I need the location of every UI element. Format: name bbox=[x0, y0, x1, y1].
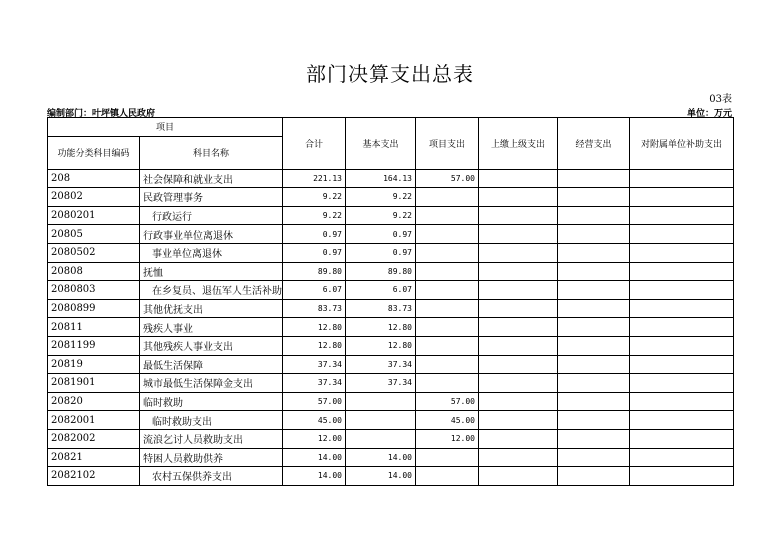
row-code: 20802 bbox=[48, 188, 140, 207]
header-total: 合计 bbox=[283, 118, 346, 170]
table-row bbox=[48, 206, 734, 225]
row-upper bbox=[479, 169, 558, 188]
row-basic: 12.80 bbox=[346, 318, 416, 337]
row-code: 20819 bbox=[48, 355, 140, 374]
row-code: 208 bbox=[48, 169, 140, 188]
row-upper bbox=[479, 206, 558, 225]
row-project bbox=[416, 243, 479, 262]
row-basic: 9.22 bbox=[346, 206, 416, 225]
table-row bbox=[48, 429, 734, 448]
row-subsidy bbox=[630, 188, 734, 207]
table-row bbox=[48, 318, 734, 337]
row-total: 37.34 bbox=[283, 355, 346, 374]
row-name: 特困人员救助供养 bbox=[140, 448, 283, 467]
header-code: 功能分类科目编码 bbox=[48, 136, 140, 169]
row-basic: 37.34 bbox=[346, 355, 416, 374]
row-operating bbox=[558, 336, 630, 355]
row-upper bbox=[479, 281, 558, 300]
table-row bbox=[48, 169, 734, 188]
row-operating bbox=[558, 355, 630, 374]
page-title: 部门决算支出总表 bbox=[306, 62, 474, 86]
row-basic bbox=[346, 429, 416, 448]
row-code: 2081199 bbox=[48, 336, 140, 355]
row-total: 45.00 bbox=[283, 411, 346, 430]
row-code: 20805 bbox=[48, 225, 140, 244]
row-name: 民政管理事务 bbox=[140, 188, 283, 207]
row-operating bbox=[558, 169, 630, 188]
row-total: 9.22 bbox=[283, 188, 346, 207]
row-project bbox=[416, 318, 479, 337]
row-total: 14.00 bbox=[283, 448, 346, 467]
row-basic bbox=[346, 392, 416, 411]
table-row bbox=[48, 299, 734, 318]
row-name: 临时救助支出 bbox=[140, 411, 283, 430]
row-total: 83.73 bbox=[283, 299, 346, 318]
row-upper bbox=[479, 318, 558, 337]
row-code: 2082102 bbox=[48, 467, 140, 486]
row-code: 20820 bbox=[48, 392, 140, 411]
row-basic: 0.97 bbox=[346, 243, 416, 262]
table-row bbox=[48, 188, 734, 207]
header-basic: 基本支出 bbox=[346, 118, 416, 170]
row-basic: 9.22 bbox=[346, 188, 416, 207]
row-basic: 83.73 bbox=[346, 299, 416, 318]
row-name: 临时救助 bbox=[140, 392, 283, 411]
row-code: 2080803 bbox=[48, 281, 140, 300]
row-code: 2080502 bbox=[48, 243, 140, 262]
row-subsidy bbox=[630, 374, 734, 393]
row-upper bbox=[479, 429, 558, 448]
row-project bbox=[416, 281, 479, 300]
row-name: 行政事业单位离退休 bbox=[140, 225, 283, 244]
row-operating bbox=[558, 206, 630, 225]
row-total: 9.22 bbox=[283, 206, 346, 225]
table-row bbox=[48, 336, 734, 355]
row-upper bbox=[479, 299, 558, 318]
row-total: 89.80 bbox=[283, 262, 346, 281]
row-total: 0.97 bbox=[283, 243, 346, 262]
row-subsidy bbox=[630, 169, 734, 188]
header-name: 科目名称 bbox=[140, 136, 283, 169]
expenditure-table bbox=[47, 117, 734, 486]
row-subsidy bbox=[630, 429, 734, 448]
row-basic: 0.97 bbox=[346, 225, 416, 244]
row-basic: 12.80 bbox=[346, 336, 416, 355]
row-total: 12.80 bbox=[283, 318, 346, 337]
row-project bbox=[416, 225, 479, 244]
row-code: 2080899 bbox=[48, 299, 140, 318]
row-upper bbox=[479, 262, 558, 281]
table-row bbox=[48, 392, 734, 411]
row-operating bbox=[558, 225, 630, 244]
row-project bbox=[416, 336, 479, 355]
row-total: 57.00 bbox=[283, 392, 346, 411]
row-name: 其他优抚支出 bbox=[140, 299, 283, 318]
row-code: 2081901 bbox=[48, 374, 140, 393]
row-operating bbox=[558, 392, 630, 411]
row-project bbox=[416, 448, 479, 467]
row-upper bbox=[479, 225, 558, 244]
table-row bbox=[48, 262, 734, 281]
row-name: 事业单位离退休 bbox=[140, 243, 283, 262]
row-upper bbox=[479, 411, 558, 430]
row-basic: 37.34 bbox=[346, 374, 416, 393]
row-code: 2080201 bbox=[48, 206, 140, 225]
row-name: 社会保障和就业支出 bbox=[140, 169, 283, 188]
table-row bbox=[48, 411, 734, 430]
row-subsidy bbox=[630, 411, 734, 430]
header-project-expense: 项目支出 bbox=[416, 118, 479, 170]
table-row bbox=[48, 243, 734, 262]
row-operating bbox=[558, 188, 630, 207]
row-basic bbox=[346, 411, 416, 430]
header-operating: 经营支出 bbox=[558, 118, 630, 170]
row-subsidy bbox=[630, 392, 734, 411]
row-subsidy bbox=[630, 467, 734, 486]
row-name: 行政运行 bbox=[140, 206, 283, 225]
row-subsidy bbox=[630, 206, 734, 225]
row-total: 6.07 bbox=[283, 281, 346, 300]
row-subsidy bbox=[630, 225, 734, 244]
row-upper bbox=[479, 355, 558, 374]
row-project bbox=[416, 374, 479, 393]
row-total: 14.00 bbox=[283, 467, 346, 486]
row-project: 45.00 bbox=[416, 411, 479, 430]
row-name: 在乡复员、退伍军人生活补助 bbox=[140, 281, 283, 300]
row-subsidy bbox=[630, 448, 734, 467]
row-name: 城市最低生活保障金支出 bbox=[140, 374, 283, 393]
row-code: 20811 bbox=[48, 318, 140, 337]
row-upper bbox=[479, 374, 558, 393]
row-subsidy bbox=[630, 299, 734, 318]
row-project bbox=[416, 188, 479, 207]
header-subsidy: 对附属单位补助支出 bbox=[630, 118, 734, 170]
row-project: 57.00 bbox=[416, 169, 479, 188]
table-row bbox=[48, 355, 734, 374]
row-code: 2082001 bbox=[48, 411, 140, 430]
row-total: 12.00 bbox=[283, 429, 346, 448]
table-row bbox=[48, 225, 734, 244]
row-total: 221.13 bbox=[283, 169, 346, 188]
unit-label: 单位：万元 bbox=[686, 109, 732, 119]
row-code: 2082002 bbox=[48, 429, 140, 448]
row-basic: 14.00 bbox=[346, 467, 416, 486]
row-operating bbox=[558, 318, 630, 337]
row-basic: 6.07 bbox=[346, 281, 416, 300]
row-basic: 14.00 bbox=[346, 448, 416, 467]
row-operating bbox=[558, 262, 630, 281]
row-name: 抚恤 bbox=[140, 262, 283, 281]
row-total: 0.97 bbox=[283, 225, 346, 244]
table-row bbox=[48, 448, 734, 467]
row-name: 农村五保供养支出 bbox=[140, 467, 283, 486]
row-name: 最低生活保障 bbox=[140, 355, 283, 374]
row-upper bbox=[479, 392, 558, 411]
table-row bbox=[48, 467, 734, 486]
row-project: 57.00 bbox=[416, 392, 479, 411]
row-upper bbox=[479, 448, 558, 467]
row-project bbox=[416, 299, 479, 318]
row-subsidy bbox=[630, 243, 734, 262]
row-basic: 89.80 bbox=[346, 262, 416, 281]
department-label: 编制部门：叶坪镇人民政府 bbox=[47, 109, 156, 119]
row-operating bbox=[558, 299, 630, 318]
row-operating bbox=[558, 467, 630, 486]
row-code: 20808 bbox=[48, 262, 140, 281]
row-project bbox=[416, 206, 479, 225]
row-operating bbox=[558, 448, 630, 467]
table-row bbox=[48, 281, 734, 300]
header-upper: 上缴上级支出 bbox=[479, 118, 558, 170]
row-subsidy bbox=[630, 355, 734, 374]
row-operating bbox=[558, 411, 630, 430]
header-project: 项目 bbox=[48, 118, 283, 137]
row-project: 12.00 bbox=[416, 429, 479, 448]
row-name: 残疾人事业 bbox=[140, 318, 283, 337]
row-code: 20821 bbox=[48, 448, 140, 467]
row-subsidy bbox=[630, 281, 734, 300]
row-operating bbox=[558, 281, 630, 300]
row-operating bbox=[558, 374, 630, 393]
row-upper bbox=[479, 188, 558, 207]
row-name: 其他残疾人事业支出 bbox=[140, 336, 283, 355]
row-name: 流浪乞讨人员救助支出 bbox=[140, 429, 283, 448]
row-operating bbox=[558, 429, 630, 448]
row-subsidy bbox=[630, 336, 734, 355]
row-total: 12.80 bbox=[283, 336, 346, 355]
row-upper bbox=[479, 336, 558, 355]
row-upper bbox=[479, 243, 558, 262]
row-upper bbox=[479, 467, 558, 486]
row-subsidy bbox=[630, 318, 734, 337]
row-project bbox=[416, 467, 479, 486]
table-number: 03表 bbox=[709, 94, 732, 105]
row-subsidy bbox=[630, 262, 734, 281]
table-row bbox=[48, 374, 734, 393]
row-basic: 164.13 bbox=[346, 169, 416, 188]
row-project bbox=[416, 355, 479, 374]
row-project bbox=[416, 262, 479, 281]
row-operating bbox=[558, 243, 630, 262]
row-total: 37.34 bbox=[283, 374, 346, 393]
